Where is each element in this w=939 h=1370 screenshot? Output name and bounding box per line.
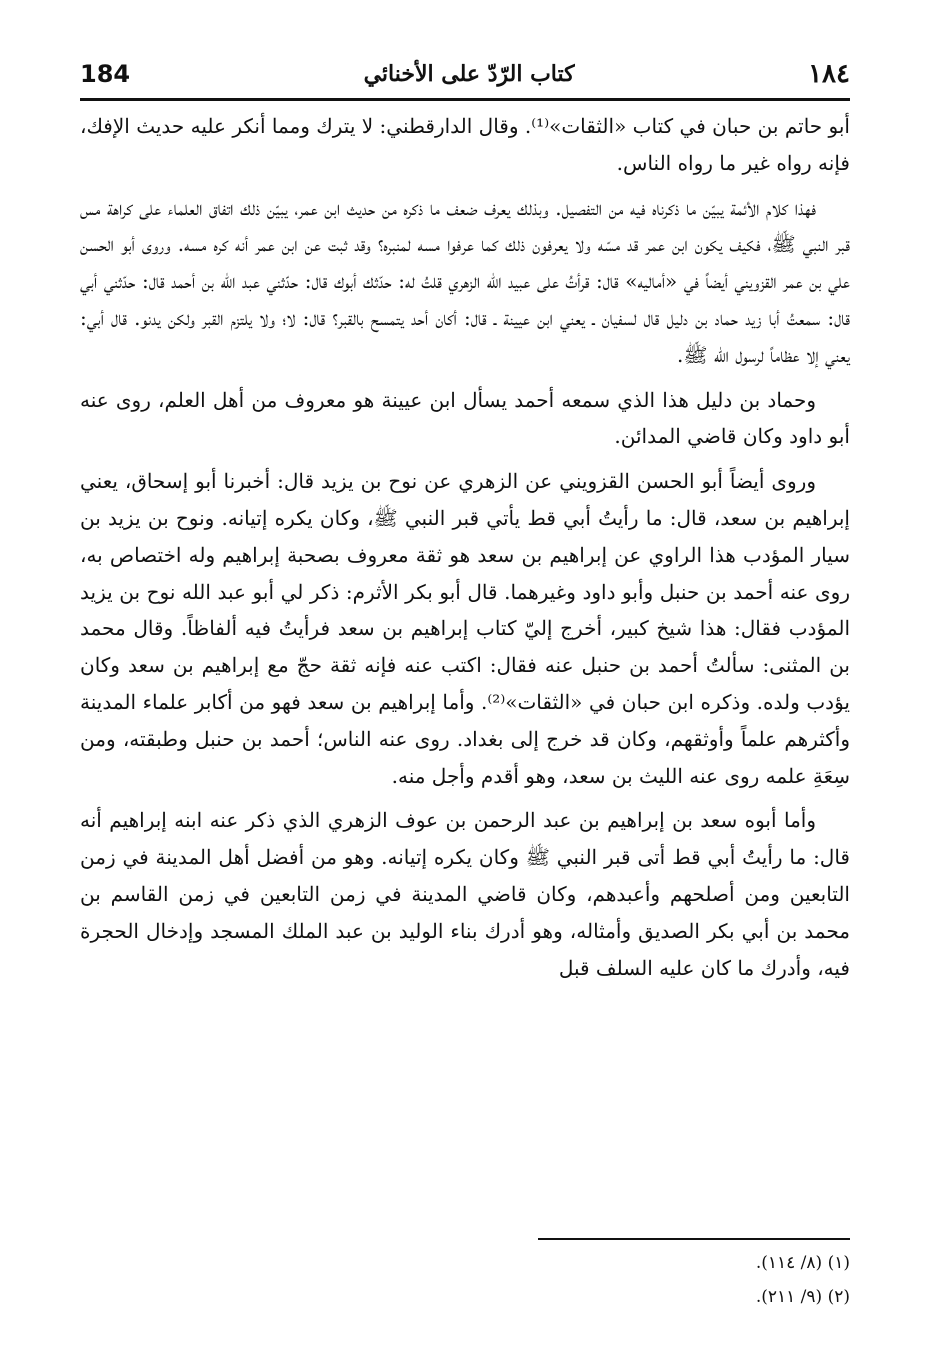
header-rule bbox=[80, 98, 850, 101]
page-number-latin: 184 bbox=[80, 60, 131, 88]
footnote: (١) (٨/ ١١٤). bbox=[755, 1253, 850, 1273]
footnote: (٢) (٩/ ٢١١). bbox=[755, 1287, 850, 1307]
paragraph: وروى أيضاً أبو الحسن القزويني عن الزهري عن نوح بن يزيد قال: أخبرنا أبو إسحاق، يعني إبراهيم بن سعد، قال: ما رأيتُ أبي قط يأتي قبر النبي ﷺ، وكان يكره إتيانه. ونوح بن يزيد بن سيار المؤدب هذا الراوي عن إبراهيم بن سعد هو ثقة معروف بصحبة إبراهيم وله اختصاص به، روى عنه أحمد بن حنبل وأبو داود وغيرهما. قال أبو بكر الأثرم: ذكر لي أبو عبد الله نوح بن يزيد المؤدب فقال: هذا شيخ كبير، أخرج إليّ كتاب إبراهيم بن سعد فرأيتُ فيه ألفاظاً. وقال محمد بن المثنى: سألتُ أحمد بن حنبل عنه فقال: اكتب عنه فإنه ثقة حجّ مع إبراهيم بن سعد وكان يؤدب ولده. وذكره ابن حبان في «الثقات»⁽²⁾. وأما إبراهيم بن سعد فهو من أكابر علماء المدينة وأكثرهم علماً وأوثقهم، وكان قد خرج إلى بغداد. روى عنه الناس؛ أحمد بن حنبل وطبقته، ومن سِعَةِ علمه روى عنه الليث بن سعد، وهو أقدم وأجل منه. bbox=[80, 469, 850, 788]
paragraph: فهذا كلام الأئمة يبيّن ما ذكرناه فيه من التفصيل. وبذلك يعرف ضعف ما ذكره من حديث ابن عمر، يبيّن ذلك اتفاق العلماء على كراهة مس قبر النبي ﷺ، فكيف يكون ابن عمر قد مسّه ولا يعرفون ذلك كما عرفوا مسه لمنبره؟ وقد ثبت عن ابن عمر أنه كره مسه. وروى أبو الحسن علي بن عمر القزويني أيضاً في «أماليه» قال: قرأتُ على عبيد الله الزهري قلتُ له: حدّثك أبوك قال: حدّثني عبد الله بن أحمد قال: حدّثني أبي قال: سمعتُ أبا زيد حماد بن دليل قال لسفيان ـ يعني ابن عيينة ـ قال: أكان أحد يتمسح بالقبر؟ قال: لا؛ ولا يلتزم القبر ولكن يدنو. قال أبي: يعني إلا عظاماً لرسول الله ﷺ. bbox=[80, 195, 850, 367]
footnote-rule bbox=[538, 1238, 850, 1240]
page-number-arabic: ١٨٤ bbox=[808, 59, 850, 89]
paragraph: أبو حاتم بن حبان في كتاب «الثقات»⁽¹⁾. وقال الدارقطني: لا يترك ومما أنكر عليه حديث الإفك، فإنه رواه غير ما رواه الناس. bbox=[80, 114, 850, 175]
paragraph: وأما أبوه سعد بن إبراهيم بن عبد الرحمن بن عوف الزهري الذي ذكر عنه ابنه إبراهيم أنه قال: ما رأيتُ أبي قط أتى قبر النبي ﷺ وكان يكره إتيانه. وهو من أفضل أهل المدينة في زمن التابعين ومن أصلحهم وأعبدهم، وكان قاضي المدينة في زمن التابعين في زمن القاسم بن محمد بن أبي بكر الصديق وأمثاله، وهو أدرك بناء الوليد بن عبد الملك المسجد وإدخال الحجرة فيه، وأدرك ما كان عليه السلف قبل bbox=[80, 808, 850, 980]
footnotes bbox=[80, 1246, 850, 1314]
paragraph: وحماد بن دليل هذا الذي سمعه أحمد يسأل ابن عيينة هو معروف من أهل العلم، روى عنه أبو داود وكان قاضي المدائن. bbox=[80, 387, 850, 449]
running-title: كتاب الرّدّ على الأخنائي bbox=[363, 61, 575, 87]
page-header bbox=[80, 52, 850, 96]
main-text bbox=[80, 108, 850, 994]
